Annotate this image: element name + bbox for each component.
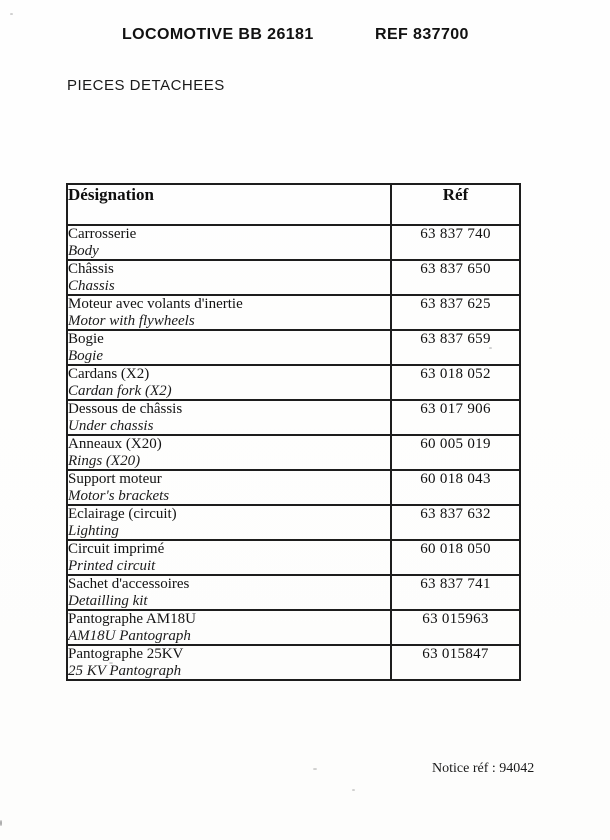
scan-artifact — [313, 768, 317, 770]
designation-french: Support moteur — [68, 471, 162, 487]
table-row — [67, 610, 520, 645]
designation-cell — [67, 610, 391, 645]
table-row — [67, 575, 520, 610]
table-row — [67, 365, 520, 400]
ref-cell: 63 837 650 — [391, 260, 520, 295]
table-row — [67, 225, 520, 260]
table-row — [67, 330, 520, 365]
document-ref-number: REF 837700 — [375, 26, 469, 43]
designation-english: AM18U Pantograph — [68, 627, 191, 644]
scan-artifact — [10, 13, 13, 15]
designation-english: Lighting — [68, 522, 119, 539]
ref-cell: 60 018 050 — [391, 540, 520, 575]
ref-cell: 63 017 906 — [391, 400, 520, 435]
ref-cell: 63 018 052 — [391, 365, 520, 400]
designation-english: Motor's brackets — [68, 487, 170, 504]
designation-english: Printed circuit — [68, 557, 156, 574]
column-header-designation: Désignation — [67, 184, 391, 225]
parts-table — [66, 183, 521, 681]
designation-english: Body — [68, 242, 99, 259]
document-title: LOCOMOTIVE BB 26181 — [122, 26, 314, 43]
scan-artifact — [489, 347, 492, 349]
designation-english: Chassis — [68, 277, 115, 294]
scan-artifact — [109, 662, 113, 664]
table-row — [67, 645, 520, 680]
designation-english: Cardan fork (X2) — [68, 382, 172, 399]
designation-english: Motor with flywheels — [68, 312, 195, 329]
designation-cell — [67, 645, 391, 680]
document-subtitle: PIECES DETACHEES — [67, 77, 225, 94]
designation-english: Bogie — [68, 347, 103, 364]
designation-cell — [67, 295, 391, 330]
designation-cell — [67, 470, 391, 505]
designation-cell — [67, 435, 391, 470]
designation-english: 25 KV Pantograph — [68, 662, 182, 679]
ref-cell: 63 837 632 — [391, 505, 520, 540]
footer-note: Notice réf : 94042 — [432, 761, 535, 776]
ref-cell: 60 005 019 — [391, 435, 520, 470]
designation-english: Under chassis — [68, 417, 154, 434]
ref-cell: 63 015963 — [391, 610, 520, 645]
ref-cell: 63 837 625 — [391, 295, 520, 330]
designation-cell — [67, 260, 391, 295]
designation-french: Eclairage (circuit) — [68, 506, 177, 522]
ref-cell: 63 015847 — [391, 645, 520, 680]
header-row — [67, 184, 520, 225]
table-row — [67, 505, 520, 540]
ref-cell: 63 837 659 — [391, 330, 520, 365]
column-header-ref: Réf — [391, 184, 520, 225]
designation-french: Sachet d'accessoires — [68, 576, 190, 592]
designation-french: Circuit imprimé — [68, 541, 165, 557]
table-row — [67, 260, 520, 295]
table-row — [67, 470, 520, 505]
parts-table-header — [67, 184, 520, 225]
designation-french: Châssis — [68, 261, 114, 277]
designation-french: Bogie — [68, 331, 104, 347]
table-row — [67, 295, 520, 330]
scan-artifact — [352, 789, 355, 791]
table-row — [67, 540, 520, 575]
ref-cell: 60 018 043 — [391, 470, 520, 505]
table-row — [67, 400, 520, 435]
designation-french: Cardans (X2) — [68, 366, 150, 382]
designation-cell — [67, 400, 391, 435]
parts-table-body — [67, 225, 520, 680]
designation-english: Detailling kit — [68, 592, 148, 609]
designation-cell — [67, 365, 391, 400]
designation-french: Moteur avec volants d'inertie — [68, 296, 243, 312]
designation-cell — [67, 505, 391, 540]
designation-french: Anneaux (X20) — [68, 436, 162, 452]
designation-french: Carrosserie — [68, 226, 137, 242]
designation-cell — [67, 225, 391, 260]
designation-french: Pantographe 25KV — [68, 646, 184, 662]
designation-english: Rings (X20) — [68, 452, 141, 469]
designation-cell — [67, 540, 391, 575]
designation-cell — [67, 330, 391, 365]
table-row — [67, 435, 520, 470]
designation-french: Dessous de châssis — [68, 401, 183, 417]
ref-cell: 63 837 740 — [391, 225, 520, 260]
scan-artifact — [0, 820, 2, 826]
ref-cell: 63 837 741 — [391, 575, 520, 610]
designation-cell — [67, 575, 391, 610]
designation-french: Pantographe AM18U — [68, 611, 196, 627]
